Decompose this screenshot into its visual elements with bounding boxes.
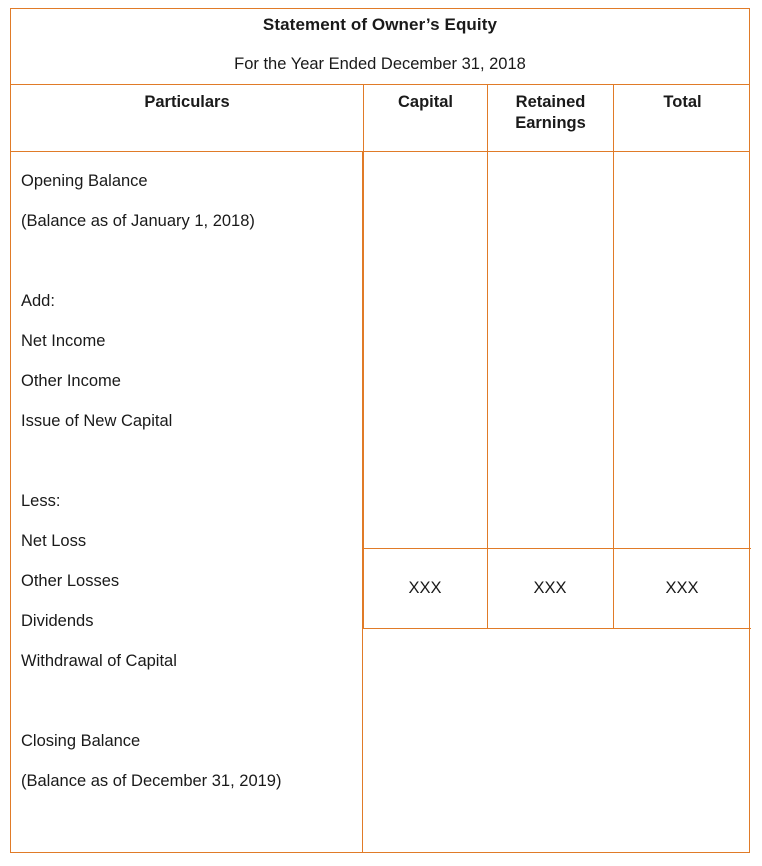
- totals-row-bottom-rule: [363, 628, 751, 629]
- row-label: (Balance as of December 31, 2019): [21, 772, 282, 790]
- row-label: Other Income: [21, 372, 121, 390]
- row-label: Issue of New Capital: [21, 412, 173, 430]
- row-spacer: [21, 441, 362, 481]
- column-header-particulars: Particulars: [144, 93, 230, 111]
- table-body: [11, 152, 749, 852]
- totals-value-capital: XXX: [408, 579, 442, 597]
- row-label: (Balance as of January 1, 2018): [21, 212, 255, 230]
- row-label: Closing Balance: [21, 732, 141, 750]
- column-header-capital: Capital: [363, 85, 487, 151]
- statement-of-owners-equity-table: [10, 8, 750, 853]
- title-block: [11, 9, 749, 85]
- totals-row: [363, 548, 751, 628]
- row-label: Withdrawal of Capital: [21, 652, 177, 670]
- row-label: Net Loss: [21, 532, 87, 550]
- table-header-row: [11, 85, 749, 152]
- statement-title: Statement of Owner’s Equity: [262, 15, 498, 34]
- row-label: Opening Balance: [21, 172, 148, 190]
- row-label: Net Income: [21, 332, 106, 350]
- row-label: Other Losses: [21, 572, 120, 590]
- totals-value-retained-earnings: XXX: [533, 579, 567, 597]
- column-header-total: Total: [613, 85, 751, 151]
- row-spacer: [21, 241, 362, 281]
- statement-period: For the Year Ended December 31, 2018: [234, 55, 526, 73]
- column-header-retained-earnings: Retained Earnings: [487, 85, 613, 151]
- row-label: Add:: [21, 292, 55, 310]
- row-spacer: [21, 681, 362, 721]
- row-label: Dividends: [21, 612, 94, 630]
- particulars-column: [11, 152, 363, 852]
- row-label: Less:: [21, 492, 61, 510]
- totals-value-total: XXX: [665, 579, 699, 597]
